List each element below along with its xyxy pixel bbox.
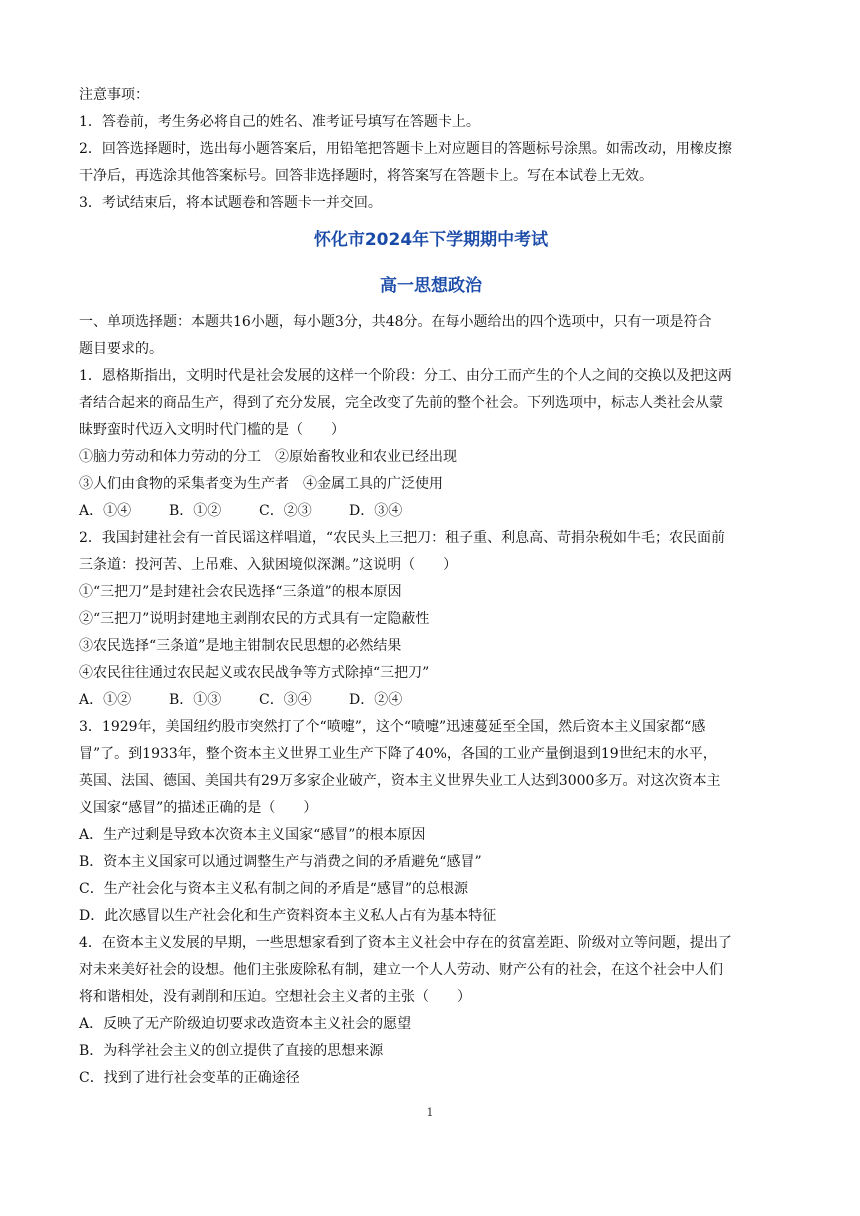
page-number: 1 [426,1106,434,1119]
subject-title: 高一思想政治 [380,276,482,296]
question-1 [79,363,783,525]
option-a: A．①② [79,692,132,708]
question-stem-line: 将和谐相处，没有剥削和压迫。空想社会主义者的主张（ ） [79,989,471,1005]
question-stem-line: 者结合起来的商品生产，得到了充分发展，完全改变了先前的整个社会。下列选项中，标志人类社会从蒙 [79,395,723,411]
question-stem-line: 3．1929年，美国纽约股市突然打了个“喷嚏”，这个“喷嚏”迅速蔓延至全国，然后资本主义国家都“感 [79,719,706,735]
question-2 [79,525,783,714]
notice-item: 2．回答选择题时，选出每小题答案后，用铅笔把答题卡上对应题目的答题标号涂黑。如需改动，用橡皮擦 [79,141,732,157]
choice-b: B．资本主义国家可以通过调整生产与消费之间的矛盾避免“感冒” [79,854,482,870]
section-line: 一、单项选择题：本题共16小题，每小题3分，共48分。在每小题给出的四个选项中，只有一项是符合 [79,314,712,330]
question-stem-line: 2．我国封建社会有一首民谣这样唱道，“农民头上三把刀：租子重、利息高、苛捐杂税如牛毛；农民面前 [79,530,726,546]
question-stem-line: 4．在资本主义发展的早期，一些思想家看到了资本主义社会中存在的贫富差距、阶级对立等问题，提出了 [79,935,732,951]
question-stem-line: 英国、法国、德国、美国共有29万多家企业破产，资本主义世界失业工人达到3000多万。对这次资本主 [79,773,721,789]
statement-line: ③农民选择“三条道”是地主钳制农民思想的必然结果 [79,638,402,654]
answer-options [79,498,783,525]
page-content [79,82,783,1092]
choice-c: C．生产社会化与资本主义私有制之间的矛盾是“感冒”的总根源 [79,881,469,897]
notice-heading: 注意事项： [79,87,149,103]
choice-a: A．生产过剩是导致本次资本主义国家“感冒”的根本原因 [79,827,426,843]
exam-title: 怀化市2024年下学期期中考试 [313,230,549,250]
option-a: A．①④ [79,503,132,519]
question-stem-line: 三条道：投河苦、上吊难、入狱困境似深渊。”这说明（ ） [79,557,458,573]
choice-d: D．此次感冒以生产社会化和生产资料资本主义私人占有为基本特征 [79,908,497,924]
notice-item: 3．考试结束后，将本试题卷和答题卡一并交回。 [79,195,382,211]
statement-line: ①脑力劳动和体力劳动的分工 ②原始畜牧业和农业已经出现 [79,449,457,465]
question-stem-line: 昧野蛮时代迈入文明时代门槛的是（ ） [79,422,345,438]
choice-c: C．找到了进行社会变革的正确途径 [79,1070,300,1086]
option-c: C．②③ [259,503,312,519]
notice-item: 干净后，再选涂其他答案标号。回答非选择题时，将答案写在答题卡上。写在本试卷上无效。 [79,168,653,184]
notice-block [79,82,783,217]
question-3 [79,714,783,930]
question-stem-line: 对未来美好社会的设想。他们主张废除私有制，建立一个人人劳动、财产公有的社会，在这个社会中人们 [79,962,723,978]
choice-b: B．为科学社会主义的创立提供了直接的思想来源 [79,1043,384,1059]
section-heading [79,309,783,363]
answer-options [79,687,783,714]
option-b: B．①② [169,503,222,519]
notice-item: 1．答卷前，考生务必将自己的姓名、准考证号填写在答题卡上。 [79,114,480,130]
choice-a: A．反映了无产阶级迫切要求改造资本主义社会的愿望 [79,1016,412,1032]
section-line: 题目要求的。 [79,341,163,357]
statement-line: ①“三把刀”是封建社会农民选择“三条道”的根本原因 [79,584,402,600]
question-stem-line: 1．恩格斯指出，文明时代是社会发展的这样一个阶段：分工、由分工而产生的个人之间的交换以及把这两 [79,368,732,384]
question-4 [79,930,783,1092]
statement-line: ④农民往往通过农民起义或农民战争等方式除掉“三把刀” [79,665,430,681]
question-stem-line: 冒”了。到1933年，整个资本主义世界工业生产下降了40%，各国的工业产量倒退到19世纪末的水平， [79,746,717,762]
option-d: D．②④ [349,692,403,708]
option-c: C．③④ [259,692,312,708]
option-d: D．③④ [349,503,403,519]
question-stem-line: 义国家“感冒”的描述正确的是（ ） [79,800,318,816]
option-b: B．①③ [169,692,222,708]
statement-line: ②“三把刀”说明封建地主剥削农民的方式具有一定隐蔽性 [79,611,430,627]
statement-line: ③人们由食物的采集者变为生产者 ④金属工具的广泛使用 [79,476,443,492]
